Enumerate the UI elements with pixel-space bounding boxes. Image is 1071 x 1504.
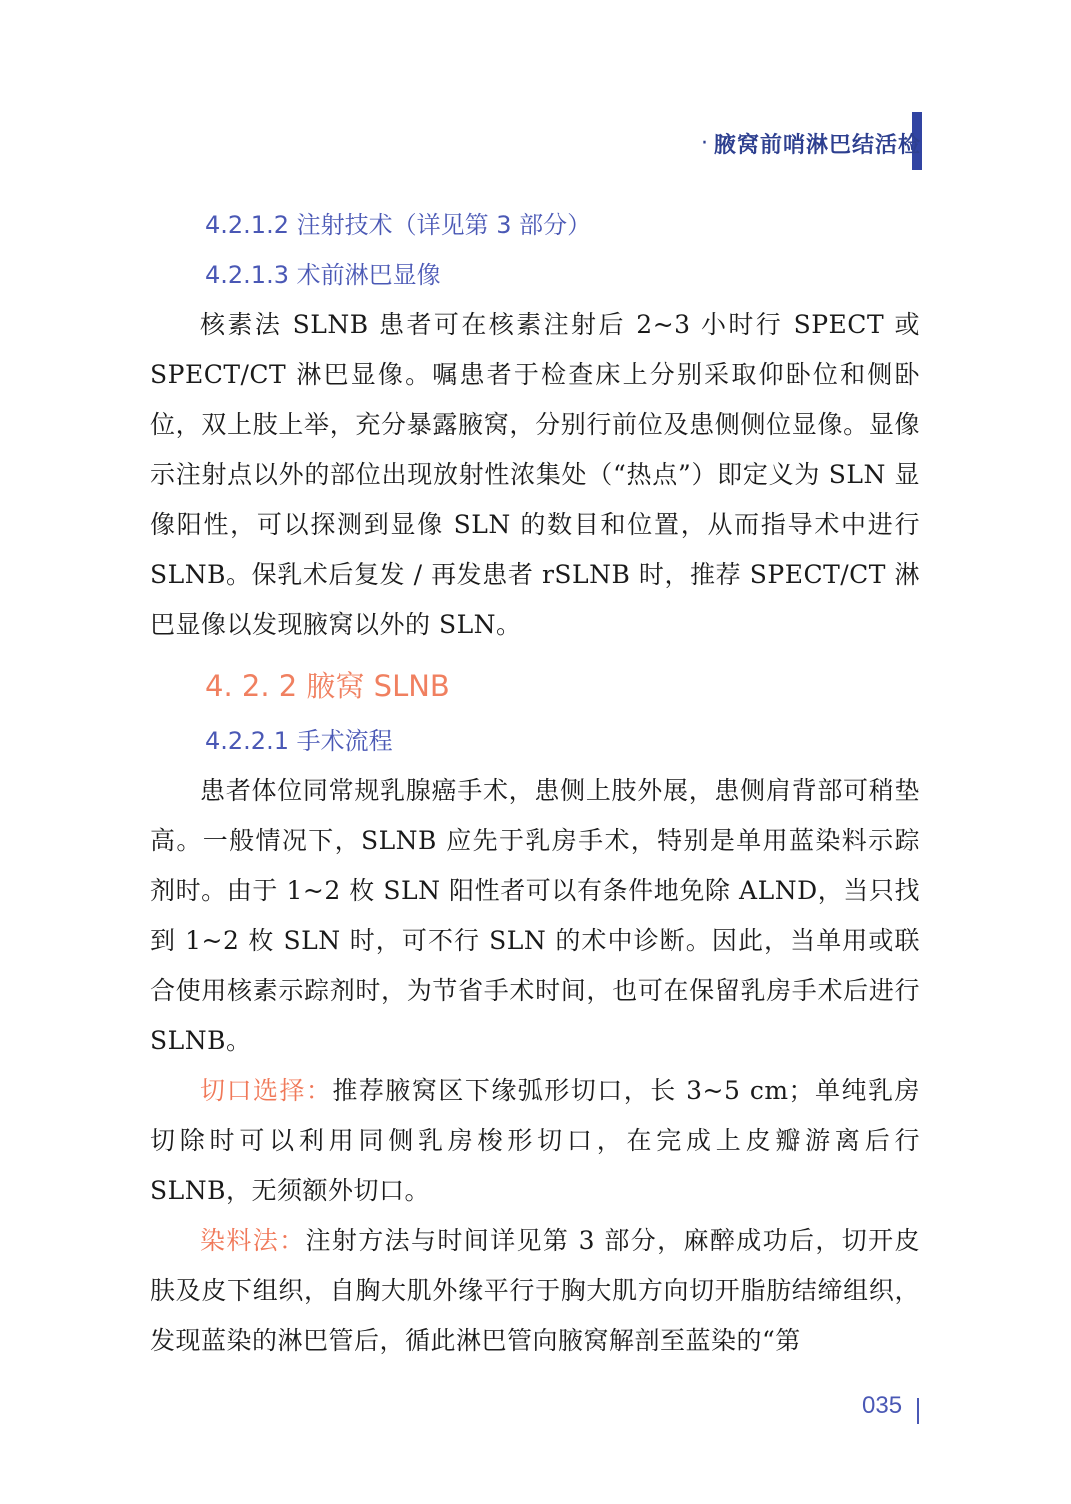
keyword-incision: 切口选择： [200,1076,333,1105]
heading-4-2-1-2: 4.2.1.2 注射技术（详见第 3 部分） [205,211,592,239]
heading-4-2-1-3: 4.2.1.3 术前淋巴显像 [205,261,441,289]
running-header-title: 腋窝前哨淋巴结活检 [713,132,921,158]
incision-text: 推荐腋窝区下缘弧形切口，长 3~5 cm；单纯乳房切除时可以利用同侧乳房梭形切口，在完成上皮瓣游离后行 SLNB，无须额外切口。 [150,1076,920,1205]
dye-method-text: 注射方法与时间详见第 3 部分，麻醉成功后，切开皮肤及皮下组织，自胸大肌外缘平行于胸大肌方向切开脂肪结缔组织，发现蓝染的淋巴管后，循此淋巴管向腋窝解剖至蓝染的“第 [150,1226,920,1355]
heading-4-2-2-1: 4.2.2.1 手术流程 [205,727,393,755]
page-body [150,200,920,1366]
paragraph-dye-method [150,1216,920,1366]
paragraph-lymphoscintigraphy: 核素法 SLNB 患者可在核素注射后 2~3 小时行 SPECT 或 SPECT/CT 淋巴显像。嘱患者于检查床上分别采取仰卧位和侧卧位，双上肢上举，充分暴露腋窝，分别行前位及患侧侧位显像。显像示注射点以外的部位出现放射性浓集处（“热点”）即定义为 SLN 显像阳性，可以探测到显像 SLN 的数目和位置，从而指导术中进行 SLNB。保乳术后复发 / 再发患者 rSLNB 时，推荐 SPECT/CT 淋巴显像以发现腋窝以外的 SLN。 [150,310,920,639]
paragraph-incision [150,1066,920,1216]
footer-rule [917,1398,919,1424]
page-number: 035 [862,1392,903,1419]
running-header [701,118,921,168]
paragraph-procedure: 患者体位同常规乳腺癌手术，患侧上肢外展，患侧肩背部可稍垫高。一般情况下，SLNB 应先于乳房手术，特别是单用蓝染料示踪剂时。由于 1~2 枚 SLN 阳性者可以有条件地免除 ALND，当只找到 1~2 枚 SLN 时，可不行 SLN 的术中诊断。因此，当单用或联合使用核素示踪剂时，为节省手术时间，也可在保留乳房手术后进行 SLNB。 [150,776,920,1055]
header-dot: · [700,130,708,156]
keyword-dye-method: 染料法： [200,1226,306,1255]
heading-4-2-2: 4. 2. 2 腋窝 SLNB [205,669,450,703]
